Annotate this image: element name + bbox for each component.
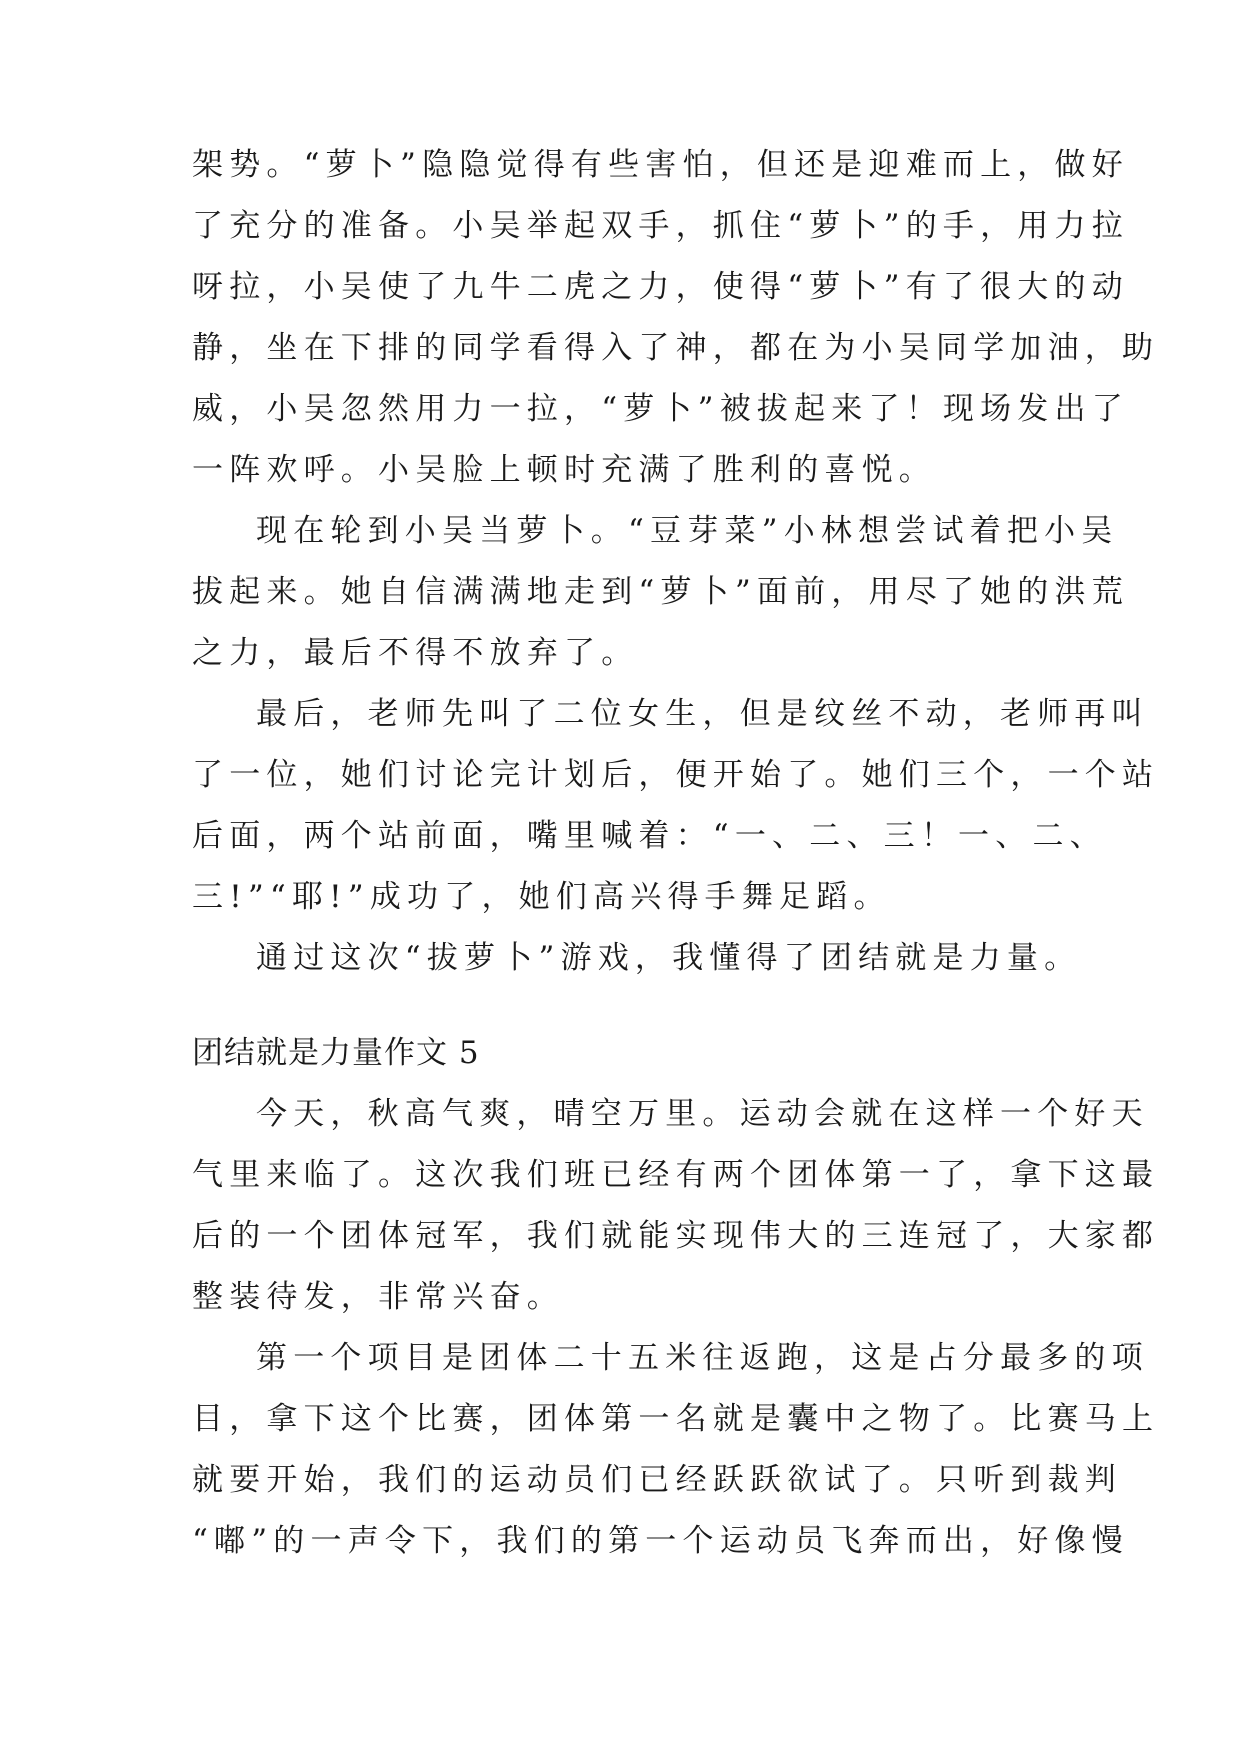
text-line: “嘟”的一声令下，我们的第一个运动员飞奔而出，好像慢 bbox=[192, 1523, 1129, 1559]
section-essay-5 bbox=[192, 1084, 1160, 1572]
text-line: 了一位，她们讨论完计划后，便开始了。她们三个，一个站 bbox=[192, 757, 1160, 793]
text-line: 之力，最后不得不放弃了。 bbox=[192, 635, 639, 671]
text-line: 架势。“萝卜”隐隐觉得有些害怕，但还是迎难而上，做好 bbox=[192, 147, 1129, 183]
text-line: 就要开始，我们的运动员们已经跃跃欲试了。只听到裁判 bbox=[192, 1462, 1122, 1498]
paragraph-first-line: 今天，秋高气爽，晴空万里。运动会就在这样一个好天 bbox=[256, 1096, 1149, 1132]
text-line: 三!”“耶!”成功了，她们高兴得手舞足蹈。 bbox=[192, 879, 891, 915]
text-line: 整装待发，非常兴奋。 bbox=[192, 1279, 564, 1315]
text-line: 一阵欢呼。小吴脸上顿时充满了胜利的喜悦。 bbox=[192, 452, 936, 488]
text-line: 目，拿下这个比赛，团体第一名就是囊中之物了。比赛马上 bbox=[192, 1401, 1160, 1437]
paragraph-first-line: 最后，老师先叫了二位女生，但是纹丝不动，老师再叫 bbox=[256, 696, 1149, 732]
text-line: 了充分的准备。小吴举起双手，抓住“萝卜”的手，用力拉 bbox=[192, 208, 1129, 244]
paragraph-first-line: 第一个项目是团体二十五米往返跑，这是占分最多的项 bbox=[256, 1340, 1149, 1376]
heading-text: 团结就是力量作文 5 bbox=[192, 1035, 480, 1071]
text-line: 后面，两个站前面，嘴里喊着：“一、二、三！一、二、 bbox=[192, 818, 1107, 854]
paragraph-first-line: 通过这次“拔萝卜”游戏，我懂得了团结就是力量。 bbox=[256, 940, 1082, 976]
text-line: 威，小吴忽然用力一拉，“萝卜”被拔起来了！现场发出了 bbox=[192, 391, 1129, 427]
paragraph-first-line: 现在轮到小吴当萝卜。“豆芽菜”小林想尝试着把小吴 bbox=[256, 513, 1119, 549]
text-line: 拔起来。她自信满满地走到“萝卜”面前，用尽了她的洪荒 bbox=[192, 574, 1129, 610]
text-line: 静，坐在下排的同学看得入了神，都在为小吴同学加油，助 bbox=[192, 330, 1160, 366]
text-line: 后的一个团体冠军，我们就能实现伟大的三连冠了，大家都 bbox=[192, 1218, 1160, 1254]
section-story-continuation bbox=[192, 135, 1160, 989]
text-line: 气里来临了。这次我们班已经有两个团体第一了，拿下这最 bbox=[192, 1157, 1160, 1193]
essay-heading bbox=[192, 1023, 1054, 1084]
text-line: 呀拉，小吴使了九牛二虎之力，使得“萝卜”有了很大的动 bbox=[192, 269, 1129, 305]
